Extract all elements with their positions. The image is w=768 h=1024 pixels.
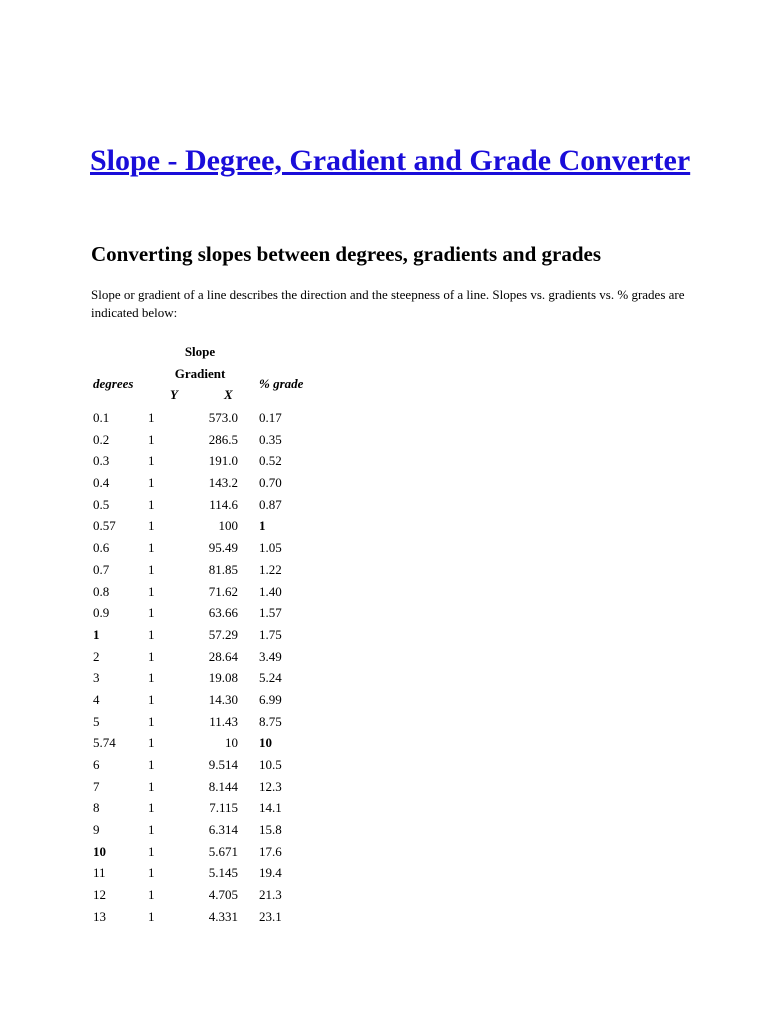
intro-paragraph: Slope or gradient of a line describes the direction and the steepness of a line. Slopes vs. gradients vs. % grades are indicated below: [91, 287, 685, 320]
cell-grade: 1 [259, 518, 266, 534]
cell-gradient-x: 4.705 [208, 887, 238, 903]
cell-degrees: 0.2 [93, 431, 110, 447]
cell-gradient-y: 1 [148, 648, 155, 664]
cell-gradient-y: 1 [148, 540, 155, 556]
cell-gradient-y: 1 [148, 691, 155, 707]
cell-grade: 0.87 [259, 496, 282, 512]
cell-grade: 15.8 [259, 822, 282, 838]
cell-grade: 1.05 [259, 540, 282, 556]
table-row [0, 429, 768, 451]
cell-gradient-y: 1 [148, 410, 155, 425]
cell-gradient-y: 1 [148, 431, 155, 447]
cell-degrees: 0.1 [93, 410, 110, 425]
cell-degrees: 4 [93, 691, 100, 707]
cell-gradient-x: 11.43 [209, 713, 238, 729]
cell-gradient-y: 1 [148, 800, 155, 816]
cell-grade: 0.17 [259, 410, 282, 425]
cell-gradient-x: 5.671 [208, 843, 238, 859]
cell-degrees: 5 [93, 713, 100, 729]
table-row [0, 841, 768, 863]
page-title-link[interactable]: Slope - Degree, Gradient and Grade Converter [90, 144, 691, 177]
cell-grade: 21.3 [259, 887, 282, 903]
cell-grade: 14.1 [259, 800, 282, 816]
cell-degrees: 0.6 [93, 540, 110, 556]
cell-gradient-x: 573.0 [208, 410, 238, 425]
cell-gradient-x: 8.144 [208, 778, 238, 794]
table-row [0, 689, 768, 711]
cell-grade: 12.3 [259, 778, 282, 794]
cell-grade: 3.49 [259, 648, 282, 664]
cell-grade: 10.5 [259, 757, 282, 772]
table-row [0, 602, 768, 624]
table-row [0, 732, 768, 754]
cell-degrees: 6 [93, 757, 100, 772]
cell-degrees: 0.7 [93, 561, 110, 577]
cell-degrees: 0.9 [93, 605, 110, 621]
cell-gradient-y: 1 [148, 843, 155, 859]
table-row [0, 624, 768, 646]
header-gradient: Gradient [174, 366, 226, 381]
header-y: Y [170, 387, 178, 402]
header-grade: % grade [259, 376, 304, 391]
cell-degrees: 0.57 [93, 518, 116, 534]
cell-degrees: 12 [93, 887, 106, 903]
cell-gradient-x: 5.145 [208, 865, 238, 881]
cell-gradient-y: 1 [148, 518, 155, 534]
cell-degrees: 9 [93, 822, 100, 838]
cell-gradient-x: 9.514 [208, 757, 238, 772]
cell-degrees: 11 [93, 865, 106, 881]
cell-gradient-x: 191.0 [208, 453, 238, 469]
table-row [0, 559, 768, 581]
cell-gradient-x: 57.29 [208, 626, 238, 642]
header-degrees: degrees [93, 376, 134, 391]
cell-gradient-x: 63.66 [208, 605, 238, 621]
cell-degrees: 7 [93, 778, 100, 794]
cell-gradient-y: 1 [148, 605, 155, 621]
table-row [0, 797, 768, 819]
cell-gradient-y: 1 [148, 822, 155, 838]
cell-grade: 0.35 [259, 431, 282, 447]
table-row [0, 862, 768, 884]
cell-grade: 1.57 [259, 605, 282, 621]
cell-gradient-x: 7.115 [209, 800, 238, 816]
table-row [0, 581, 768, 603]
header-slope: Slope [184, 344, 216, 359]
cell-gradient-x: 19.08 [208, 670, 238, 686]
cell-gradient-x: 14.30 [208, 691, 238, 707]
table-row [0, 776, 768, 798]
cell-gradient-y: 1 [148, 670, 155, 686]
cell-gradient-x: 28.64 [208, 648, 238, 664]
cell-grade: 0.70 [259, 475, 282, 491]
cell-grade: 6.99 [259, 691, 282, 707]
header-x: X [224, 387, 233, 402]
cell-degrees: 5.74 [93, 735, 116, 751]
table-row [0, 906, 768, 928]
cell-gradient-x: 286.5 [208, 431, 238, 447]
cell-degrees: 10 [93, 843, 106, 859]
cell-degrees: 0.4 [93, 475, 110, 491]
cell-gradient-y: 1 [148, 908, 155, 924]
cell-gradient-y: 1 [148, 626, 155, 642]
cell-gradient-x: 95.49 [208, 540, 238, 556]
cell-gradient-x: 10 [225, 735, 238, 751]
cell-degrees: 3 [93, 670, 100, 686]
cell-gradient-x: 143.2 [208, 475, 238, 491]
cell-gradient-y: 1 [148, 778, 155, 794]
cell-grade: 10 [259, 735, 272, 751]
cell-gradient-x: 81.85 [208, 561, 238, 577]
table-row [0, 711, 768, 733]
table-body [0, 407, 768, 928]
cell-grade: 19.4 [259, 865, 282, 881]
cell-gradient-y: 1 [148, 757, 155, 772]
cell-degrees: 2 [93, 648, 100, 664]
table-row [0, 667, 768, 689]
cell-degrees: 0.8 [93, 583, 110, 599]
cell-gradient-y: 1 [148, 865, 155, 881]
cell-gradient-y: 1 [148, 583, 155, 599]
table-row [0, 450, 768, 472]
cell-gradient-y: 1 [148, 496, 155, 512]
cell-gradient-y: 1 [148, 713, 155, 729]
table-row [0, 537, 768, 559]
table-row [0, 646, 768, 668]
cell-degrees: 0.3 [93, 453, 110, 469]
table-row [0, 494, 768, 516]
cell-gradient-y: 1 [148, 453, 155, 469]
cell-gradient-x: 4.331 [208, 908, 238, 924]
table-row [0, 472, 768, 494]
cell-grade: 23.1 [259, 908, 282, 924]
cell-gradient-x: 100 [218, 518, 238, 534]
cell-degrees: 0.5 [93, 496, 110, 512]
cell-grade: 17.6 [259, 843, 282, 859]
table-row [0, 884, 768, 906]
table-row [0, 407, 768, 429]
cell-gradient-x: 114.6 [209, 496, 238, 512]
table-row [0, 754, 768, 776]
section-heading: Converting slopes between degrees, gradients and grades [91, 242, 602, 266]
table-row [0, 515, 768, 537]
cell-gradient-y: 1 [148, 475, 155, 491]
table-row [0, 819, 768, 841]
cell-grade: 1.22 [259, 561, 282, 577]
cell-grade: 8.75 [259, 713, 282, 729]
cell-grade: 5.24 [259, 670, 282, 686]
cell-gradient-y: 1 [148, 735, 155, 751]
cell-gradient-x: 71.62 [208, 583, 238, 599]
cell-grade: 0.52 [259, 453, 282, 469]
cell-gradient-x: 6.314 [208, 822, 238, 838]
cell-gradient-y: 1 [148, 561, 155, 577]
cell-grade: 1.75 [259, 626, 282, 642]
cell-gradient-y: 1 [148, 887, 155, 903]
cell-grade: 1.40 [259, 583, 282, 599]
cell-degrees: 13 [93, 908, 106, 924]
cell-degrees: 1 [93, 626, 100, 642]
cell-degrees: 8 [93, 800, 100, 816]
